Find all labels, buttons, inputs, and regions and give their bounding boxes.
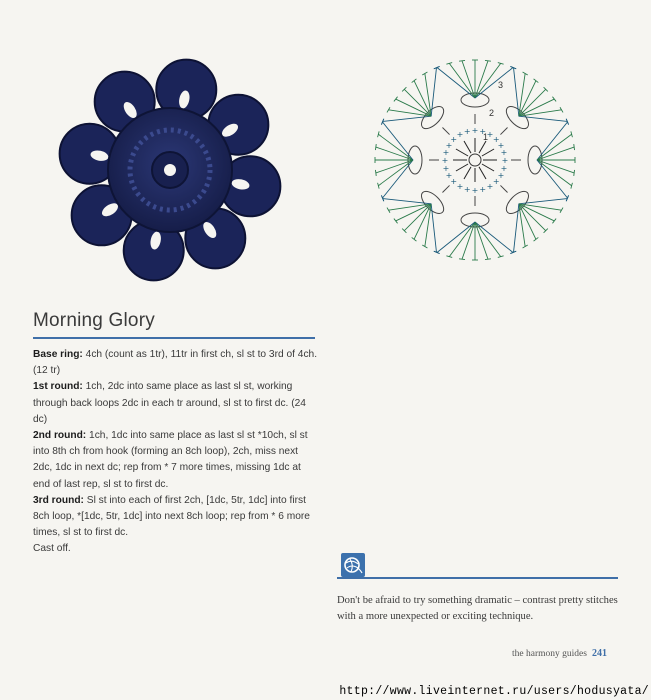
chart-stitch-cap <box>381 195 383 201</box>
chart-tr-stitch <box>456 164 468 171</box>
chart-fan-stitch <box>404 204 431 231</box>
chart-stitch-cap <box>552 97 556 102</box>
chart-fan-stitch <box>519 89 546 116</box>
chart-chain-stem <box>500 185 507 192</box>
chart-stitch-cap <box>574 170 575 176</box>
chart-tr-stitch <box>479 167 486 179</box>
chart-tr-stitch <box>464 167 471 179</box>
chart-fan-stitch <box>383 116 431 121</box>
chart-dc-stitch: + <box>471 126 479 135</box>
chart-tr-stitch <box>482 149 494 156</box>
chart-tr-stitch <box>482 164 494 171</box>
chart-chain-stem <box>442 185 449 192</box>
chart-dc-stitch: + <box>497 141 505 150</box>
chart-fan-stitch <box>404 89 431 116</box>
round-label-1: 1 <box>483 132 489 142</box>
row-3rd-round: 3rd round: Sl st into each of first 2ch, [1dc, 5tr, 1dc] into first 8ch loop, *[1dc, 5tr, 1dc] into next 8ch loop; rep from * 6 more times, sl st to first dc. <box>33 494 310 539</box>
chart-dc-stitch: + <box>445 141 453 150</box>
chart-fan-stitch <box>431 68 436 116</box>
row-1st-round: 1st round: 1ch, 2dc into same place as last sl st, working through back loops 2dc in each tr around, sl st to first dc. (24 dc) <box>33 381 306 425</box>
chart-chain-stem <box>500 127 507 134</box>
row-2nd-round: 2nd round: 1ch, 1dc into same place as last sl st *10ch, sl st into 8th ch from hook (forming an 8ch loop), 2ch, miss next 2dc, 1dc in next dc; rep from * 7 more times, missing 1dc at end of last rep, sl st to first dc. <box>33 430 308 490</box>
crochet-motif-photo <box>50 50 290 290</box>
chart-stitch-cap <box>510 251 516 253</box>
tip-text: Don't be afraid to try something dramatic – contrast pretty stitches with a more unexpected or exciting technique. <box>337 595 618 622</box>
chart-stitch-cap <box>566 119 568 125</box>
chart-stitch-cap <box>375 144 376 150</box>
chart-dc-stitch: + <box>442 163 450 173</box>
chart-fan-stitch <box>383 199 431 204</box>
chart-dc-stitch: + <box>501 156 509 165</box>
chart-fan-stitch <box>519 204 546 231</box>
chart-fan-stitch <box>514 68 519 116</box>
chart-dc-stitch: + <box>463 127 471 137</box>
chart-dc-stitch: + <box>441 156 449 165</box>
chart-dc-stitch: + <box>486 130 494 140</box>
chart-stitch-cap <box>459 60 465 61</box>
chart-fan-stitch <box>519 199 567 204</box>
chart-dc-stitch: + <box>450 177 458 187</box>
chart-stitch-cap <box>412 237 417 241</box>
page-number: 241 <box>591 648 607 659</box>
pattern-instructions <box>33 347 318 558</box>
chart-dc-stitch: + <box>450 134 458 144</box>
chart-dc-stitch: + <box>442 148 450 158</box>
chart-dc-stitch: + <box>492 177 500 187</box>
chart-stitch-cap <box>459 259 465 260</box>
round-label-3: 3 <box>498 80 504 90</box>
chart-dc-stitch: + <box>456 181 464 191</box>
page-footer <box>512 648 607 659</box>
chart-fan-stitch <box>519 116 567 121</box>
round-label-2: 2 <box>489 108 495 118</box>
book-title: the harmony guides <box>512 649 587 659</box>
chart-dc-stitch: + <box>479 127 487 137</box>
chart-stitch-cap <box>394 97 398 102</box>
chart-fan-stitch <box>431 204 436 252</box>
chart-dc-stitch: + <box>500 163 508 173</box>
source-url-watermark: http://www.liveinternet.ru/users/hodusyata/ <box>339 685 649 698</box>
pattern-title: Morning Glory <box>33 310 155 331</box>
chart-stitch-cap <box>534 79 539 83</box>
chart-dc-stitch: + <box>471 186 479 195</box>
yarn-ball-icon <box>341 553 365 577</box>
row-cast-off: Cast off. <box>33 543 71 555</box>
chart-tr-stitch <box>479 141 486 153</box>
chart-stitch-cap <box>534 237 539 241</box>
chart-base-ring <box>469 154 481 166</box>
chart-stitch-cap <box>485 259 491 260</box>
chart-stitch-cap <box>375 170 376 176</box>
row-base-ring: Base ring: 4ch (count as 1tr), 11tr in first ch, sl st to 3rd of 4ch. (12 tr) <box>33 349 318 377</box>
chart-dc-stitch: + <box>500 148 508 158</box>
chart-stitch-cap <box>574 144 575 150</box>
crochet-chart <box>355 40 595 280</box>
chart-dc-stitch: + <box>463 184 471 194</box>
tip-divider <box>337 577 618 579</box>
chart-dc-stitch: + <box>479 184 487 194</box>
chart-stitch-cap <box>412 79 417 83</box>
chart-dc-stitch: + <box>486 181 494 191</box>
chart-dc-stitch: + <box>497 171 505 180</box>
chart-stitch-cap <box>485 60 491 61</box>
chart-symbols <box>375 60 575 260</box>
chart-dc-stitch: + <box>445 171 453 180</box>
chart-dc-stitch: + <box>492 134 500 144</box>
chart-stitch-cap <box>552 219 556 224</box>
chart-tr-stitch <box>456 149 468 156</box>
chart-fan-stitch <box>514 204 519 252</box>
title-divider <box>33 337 315 339</box>
chart-chain-stem <box>442 127 449 134</box>
chart-stitch-cap <box>394 219 398 224</box>
chart-dc-stitch: + <box>456 130 464 140</box>
chart-tr-stitch <box>464 141 471 153</box>
